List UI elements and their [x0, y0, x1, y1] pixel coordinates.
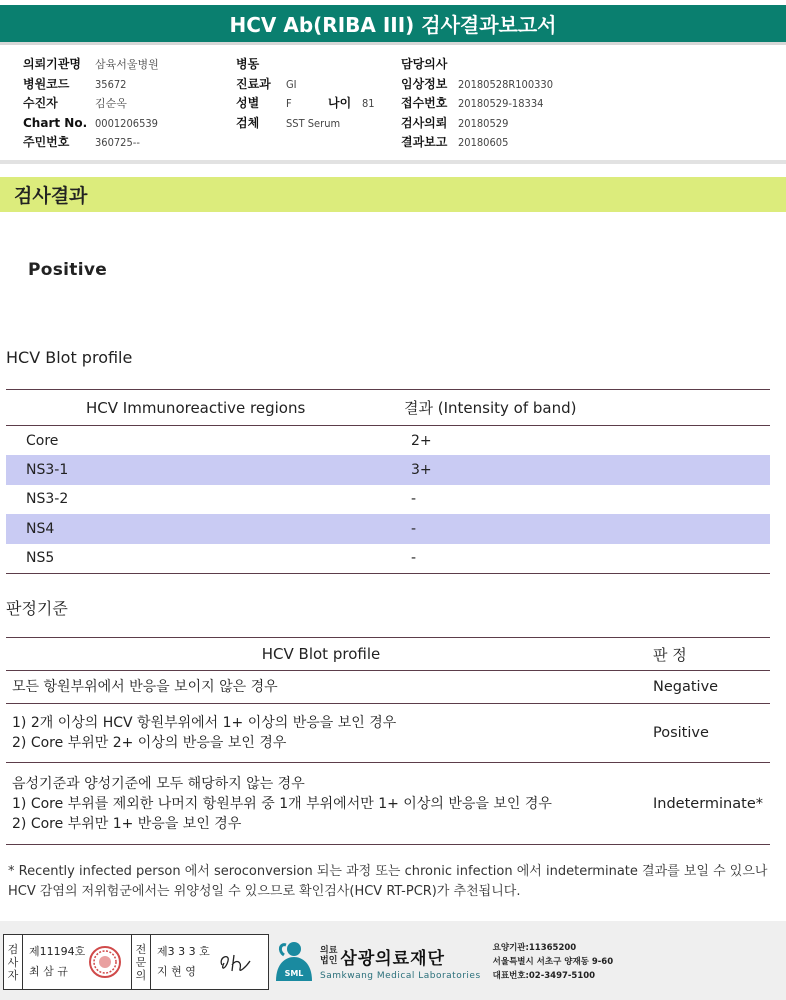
info-label: 병원코드: [23, 76, 70, 91]
info-row: [401, 133, 553, 153]
organization-logo: [272, 933, 772, 991]
info-label: Chart No.: [23, 115, 88, 130]
result-value: Positive: [28, 260, 108, 280]
info-value: 20180529-18334: [458, 97, 544, 110]
inspector-name: 최 삼 규: [29, 965, 68, 978]
role-char: 의: [135, 968, 147, 982]
info-value: SST Serum: [286, 116, 341, 130]
judgement-cell: Indeterminate*: [653, 795, 763, 812]
organization-contact: [493, 941, 613, 983]
region-cell: NS4: [6, 514, 396, 544]
result-cell: -: [411, 550, 417, 566]
info-column-3: [401, 55, 553, 153]
age-value: 81: [362, 97, 375, 110]
table-row: [6, 485, 770, 515]
info-column-2: [236, 55, 375, 133]
org-phone: 대표번호:02-3497-5100: [492, 971, 596, 981]
organization-text: [320, 944, 481, 981]
info-label: 담당의사: [401, 57, 448, 71]
info-row: [401, 114, 553, 134]
specialist-signature: [151, 935, 268, 989]
inspector-signature: [23, 935, 132, 989]
table-row: [6, 426, 770, 456]
specialist-info: [151, 942, 210, 982]
table-header-row: [6, 638, 770, 671]
info-value: 김순옥: [95, 97, 127, 110]
criteria-cell: [6, 704, 636, 763]
divider: [0, 160, 786, 164]
result-cell: 3+: [396, 455, 770, 485]
info-row: [23, 94, 159, 114]
criteria-table: [6, 637, 770, 845]
org-address: 서울특별시 서초구 양재동 9-60: [492, 957, 614, 967]
criteria-line: 2) Core 부위만 2+ 이상의 반응을 보인 경우: [12, 735, 287, 751]
org-type: [320, 946, 337, 966]
info-value: GI: [286, 77, 297, 91]
info-row: [401, 75, 553, 95]
seal-stamp-icon: [89, 946, 121, 978]
criteria-cell: [6, 763, 636, 845]
info-label: 성별: [236, 96, 260, 110]
result-cell: 2+: [411, 432, 432, 449]
criteria-cell: [6, 671, 636, 704]
report-title: HCV Ab(RIBA III) 검사결과보고서: [0, 5, 786, 45]
table-row: [6, 671, 770, 704]
criteria-line: 1) 2개 이상의 HCV 항원부위에서 1+ 이상의 반응을 보인 경우: [12, 715, 397, 731]
info-label: 진료과: [236, 76, 271, 91]
table-row: [6, 544, 770, 574]
info-row: [236, 55, 375, 75]
info-row: [23, 114, 159, 134]
organization-english-name: Samkwang Medical Laboratories: [320, 970, 481, 981]
info-value: 20180529: [458, 116, 509, 130]
info-value: 20180528R100330: [458, 77, 554, 91]
role-char: 검: [7, 942, 19, 956]
inspector-info: [23, 942, 85, 982]
org-type-line: 법인: [320, 956, 338, 966]
org-code: 요양기관:11365200: [492, 943, 577, 953]
info-value: 20180605: [458, 136, 509, 149]
info-label: 의뢰기관명: [23, 57, 81, 71]
result-section-header: 검사결과: [0, 177, 786, 212]
info-label: 임상정보: [401, 76, 448, 91]
table-row: [6, 704, 770, 763]
info-column-1: [23, 55, 159, 153]
criteria-line: 2) Core 부위만 1+ 반응을 보인 경우: [12, 815, 242, 832]
column-header: 결과 (Intensity of band): [396, 390, 770, 426]
age-label: 나이: [328, 96, 352, 110]
judgement-cell: Negative: [636, 671, 770, 704]
specialist-role: [132, 935, 151, 989]
info-label: 검체: [236, 115, 260, 130]
judgement-cell: Positive: [636, 704, 770, 763]
region-cell: Core: [26, 432, 59, 449]
blot-profile-title: HCV Blot profile: [6, 348, 133, 367]
info-label: 검사의뢰: [401, 115, 448, 130]
role-char: 전: [135, 942, 147, 956]
role-char: 문: [135, 955, 147, 969]
role-char: 자: [7, 968, 19, 982]
info-value: 35672: [95, 77, 127, 91]
region-cell: NS3-1: [6, 455, 396, 485]
handwritten-signature-icon: [216, 947, 256, 977]
footnote: * Recently infected person 에서 seroconversion 되는 과정 또는 chronic infection 에서 indeterminate 결과를 보일 수 있으나 HCV 감염의 저위험군에서는 위양성일 수 있으므로 확인검사(HCV RT-PCR)가 추천됩니다.: [8, 864, 768, 899]
criteria-title: 판정기준: [6, 599, 68, 618]
info-value: 0001206539: [95, 116, 158, 130]
specialist-license: 제3 3 3 호: [157, 945, 210, 958]
info-label: 접수번호: [401, 96, 448, 110]
column-header: HCV Blot profile: [6, 638, 636, 671]
table-row: [6, 455, 770, 485]
org-type-line: 의료: [320, 946, 338, 956]
info-row: [401, 94, 553, 114]
inspector-license: 제11194호: [29, 945, 86, 958]
table-row: [6, 763, 770, 845]
info-label: 수진자: [23, 96, 58, 110]
info-row: [23, 133, 159, 153]
info-row: [23, 75, 159, 95]
region-cell: NS3-2: [26, 491, 69, 508]
logo-text: SML: [284, 969, 304, 978]
info-row: [23, 55, 159, 75]
region-cell: NS5: [26, 550, 55, 566]
criteria-line: 음성기준과 양성기준에 모두 해당하지 않는 경우: [12, 775, 305, 792]
table-row: [6, 514, 770, 544]
inspector-role: [4, 935, 23, 989]
criteria-line: 1) Core 부위를 제외한 나머지 항원부위 중 1개 부위에서만 1+ 이상의 반응을 보인 경우: [12, 795, 552, 812]
specialist-name: 지 현 영: [157, 965, 196, 978]
info-label: 주민번호: [23, 135, 70, 149]
info-row: [236, 75, 375, 95]
column-header: 판 정: [636, 638, 770, 671]
sml-logo-icon: [272, 937, 316, 987]
organization-name: 삼광의료재단: [340, 948, 445, 969]
info-row: [236, 114, 375, 134]
result-cell: -: [411, 491, 417, 508]
signature-box: [3, 934, 269, 990]
info-row: [236, 94, 375, 114]
role-char: 사: [7, 955, 19, 969]
result-cell: -: [396, 514, 770, 544]
blot-profile-table: [6, 389, 770, 574]
column-header: HCV Immunoreactive regions: [6, 390, 396, 426]
criteria-line: 모든 항원부위에서 반응을 보이지 않은 경우: [12, 679, 278, 695]
info-value: 삼육서울병원: [95, 58, 159, 71]
info-value: 360725--: [95, 136, 140, 149]
organization-name-row: [320, 944, 481, 969]
info-row: [401, 55, 553, 75]
table-header-row: [6, 390, 770, 426]
info-label: 결과보고: [401, 135, 448, 149]
info-value: F: [286, 97, 292, 110]
info-label: 병동: [236, 57, 260, 71]
